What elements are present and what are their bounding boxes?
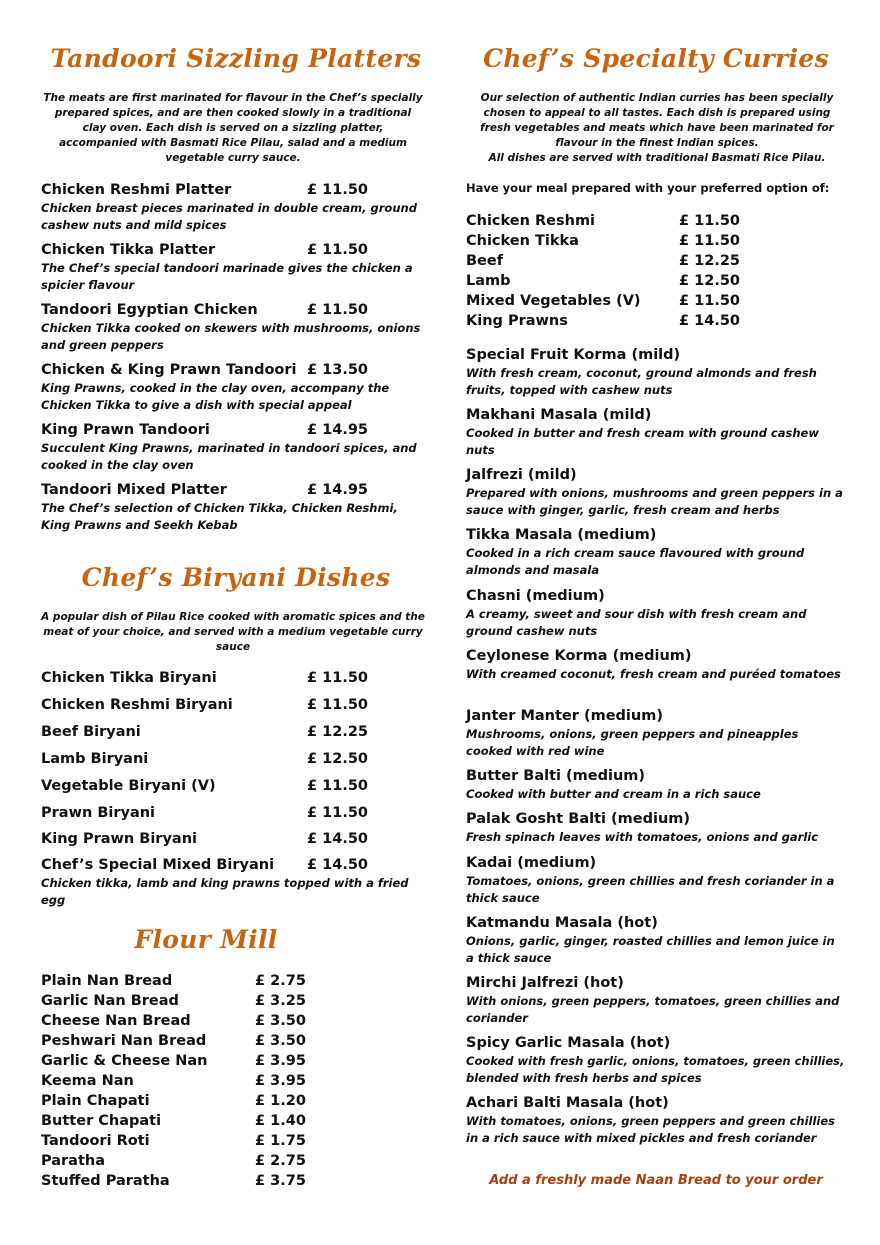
section-intro-curries-2: All dishes are served with traditional Basmati Rice Pilau. (488, 152, 826, 164)
item-name: Chicken & King Prawn Tandoori (41, 362, 297, 378)
item-price: £ 1.40 (255, 1113, 306, 1129)
item-price: £ 2.75 (255, 973, 306, 989)
menu-item (41, 1011, 431, 1031)
option-price: £ 14.50 (679, 313, 741, 329)
dish-name: Kadai (medium) (466, 855, 597, 871)
dish-description: Cooked in butter and fresh cream with ground cashew nuts (466, 426, 819, 457)
menu-item (41, 360, 431, 414)
item-name: Chicken Tikka Platter (41, 242, 216, 258)
item-name: Butter Chapati (41, 1113, 162, 1129)
menu-item (41, 829, 431, 849)
item-price: £ 3.25 (255, 993, 306, 1009)
option-name: King Prawns (466, 313, 568, 329)
dish-name: Chasni (medium) (466, 588, 605, 604)
menu-item (41, 240, 431, 294)
dish-name: Makhani Masala (mild) (466, 407, 652, 423)
item-description: The Chef’s selection of Chicken Tikka, Chicken Reshmi, King Prawns and Seekh Kebab (41, 501, 398, 532)
menu-item (41, 1111, 431, 1131)
menu-item (41, 668, 431, 688)
item-price: £ 12.50 (307, 751, 369, 767)
option-price: £ 11.50 (679, 213, 741, 229)
option-price: £ 12.50 (679, 273, 741, 289)
item-name: Garlic Nan Bread (41, 993, 179, 1009)
item-name: Tandoori Mixed Platter (41, 482, 227, 498)
item-name: Chicken Reshmi Platter (41, 182, 232, 198)
section-title-curries: Chef’s Specialty Curries (483, 44, 829, 73)
naan-bread-note: Add a freshly made Naan Bread to your order (489, 1173, 823, 1188)
option-row (466, 211, 846, 231)
option-price: £ 11.50 (679, 293, 741, 309)
menu-item (41, 722, 431, 742)
item-name: King Prawn Biryani (41, 831, 197, 847)
curry-dish (466, 405, 846, 459)
item-price: £ 11.50 (307, 302, 369, 318)
menu-item (41, 1151, 431, 1171)
item-name: Beef Biryani (41, 724, 141, 740)
menu-item (41, 180, 431, 234)
dish-description: Onions, garlic, ginger, roasted chillies and lemon juice in a thick sauce (466, 934, 835, 965)
dish-name: Jalfrezi (mild) (466, 467, 577, 483)
dish-name: Mirchi Jalfrezi (hot) (466, 975, 624, 991)
option-row (466, 231, 846, 251)
menu-item (41, 776, 431, 796)
menu-item (41, 695, 431, 715)
curry-dish (466, 766, 846, 803)
flour-mill-list (41, 971, 431, 1191)
item-name: Vegetable Biryani (V) (41, 778, 216, 794)
item-price: £ 3.95 (255, 1073, 306, 1089)
option-name: Lamb (466, 273, 511, 289)
item-price: £ 1.20 (255, 1093, 306, 1109)
item-price: £ 2.75 (255, 1153, 306, 1169)
curry-dish (466, 465, 846, 519)
menu-item (41, 1091, 431, 1111)
dish-description: Cooked with fresh garlic, onions, tomatoes, green chillies, blended with fresh herbs and spices (466, 1054, 845, 1085)
dish-name: Janter Manter (medium) (466, 708, 663, 724)
option-row (466, 251, 846, 271)
item-name: Lamb Biryani (41, 751, 149, 767)
item-price: £ 11.50 (307, 182, 369, 198)
curry-dish (466, 853, 846, 907)
curry-dish (466, 1093, 846, 1147)
item-price: £ 1.75 (255, 1133, 306, 1149)
item-price: £ 3.75 (255, 1173, 306, 1189)
item-price: £ 14.50 (307, 857, 369, 873)
item-price: £ 11.50 (307, 697, 369, 713)
dish-description: Prepared with onions, mushrooms and green peppers in a sauce with ginger, garlic, fresh cream and herbs (466, 486, 843, 517)
menu-item (41, 1051, 431, 1071)
option-name: Chicken Reshmi (466, 213, 596, 229)
item-name: Peshwari Nan Bread (41, 1033, 207, 1049)
curry-dish (466, 913, 846, 967)
dish-name: Palak Gosht Balti (medium) (466, 811, 690, 827)
item-name: Chicken Reshmi Biryani (41, 697, 233, 713)
item-name: Tandoori Egyptian Chicken (41, 302, 258, 318)
menu-item (41, 803, 431, 823)
menu-item (41, 300, 431, 354)
item-description: The Chef’s special tandoori marinade gives the chicken a spicier flavour (41, 261, 413, 292)
curry-dish (466, 525, 846, 579)
menu-item (41, 855, 431, 909)
item-name: Stuffed Paratha (41, 1173, 170, 1189)
item-price: £ 14.95 (307, 422, 369, 438)
item-description: Chicken breast pieces marinated in double cream, ground cashew nuts and mild spices (41, 201, 417, 232)
item-price: £ 11.50 (307, 242, 369, 258)
dish-description: Mushrooms, onions, green peppers and pineapples cooked with red wine (466, 727, 799, 758)
menu-item (41, 1131, 431, 1151)
section-title-tandoori: Tandoori Sizzling Platters (50, 44, 422, 73)
dish-description: With tomatoes, onions, green peppers and green chillies in a rich sauce with mixed pickles and fresh coriander (466, 1114, 836, 1145)
menu-item (41, 971, 431, 991)
menu-item (41, 1171, 431, 1191)
item-description: Chicken Tikka cooked on skewers with mushrooms, onions and green peppers (41, 321, 421, 352)
dish-name: Ceylonese Korma (medium) (466, 648, 692, 664)
dish-description: Fresh spinach leaves with tomatoes, onions and garlic (466, 830, 819, 844)
option-price: £ 11.50 (679, 233, 741, 249)
dish-description: Tomatoes, onions, green chillies and fresh coriander in a thick sauce (466, 874, 835, 905)
option-price: £ 12.25 (679, 253, 741, 269)
dish-description: Cooked with butter and cream in a rich sauce (466, 787, 761, 801)
item-price: £ 3.50 (255, 1033, 306, 1049)
item-price: £ 11.50 (307, 778, 369, 794)
item-name: Keema Nan (41, 1073, 134, 1089)
dish-name: Achari Balti Masala (hot) (466, 1095, 669, 1111)
curry-dish (466, 1033, 846, 1087)
item-name: Chicken Tikka Biryani (41, 670, 217, 686)
item-price: £ 11.50 (307, 670, 369, 686)
item-name: Cheese Nan Bread (41, 1013, 191, 1029)
dish-name: Spicy Garlic Masala (hot) (466, 1035, 671, 1051)
menu-item (41, 480, 431, 534)
section-intro-biryani: A popular dish of Pilau Rice cooked with aromatic spices and the meat of your choice, and served with a medium vegetable curry sauce (41, 611, 425, 653)
option-name: Chicken Tikka (466, 233, 579, 249)
option-name: Mixed Vegetables (V) (466, 293, 641, 309)
curry-dish (466, 706, 846, 760)
item-price: £ 14.95 (307, 482, 369, 498)
dish-description: With onions, green peppers, tomatoes, green chillies and coriander (466, 994, 840, 1025)
menu-item (41, 1071, 431, 1091)
item-price: £ 12.25 (307, 724, 369, 740)
dish-description: With creamed coconut, fresh cream and puréed tomatoes (466, 667, 841, 681)
item-name: Plain Chapati (41, 1093, 150, 1109)
curry-dish (466, 809, 846, 846)
curry-dish (466, 646, 846, 683)
item-description: Succulent King Prawns, marinated in tandoori spices, and cooked in the clay oven (41, 441, 417, 472)
menu-item (41, 420, 431, 474)
item-name: Tandoori Roti (41, 1133, 150, 1149)
item-name: Paratha (41, 1153, 105, 1169)
curry-dish (466, 586, 846, 640)
menu-item (41, 749, 431, 769)
item-description: King Prawns, cooked in the clay oven, accompany the Chicken Tikka to give a dish with special appeal (41, 381, 390, 412)
item-price: £ 3.50 (255, 1013, 306, 1029)
menu-item (41, 1031, 431, 1051)
item-name: Garlic & Cheese Nan (41, 1053, 208, 1069)
section-title-biryani: Chef’s Biryani Dishes (81, 563, 391, 592)
section-intro-curries: Our selection of authentic Indian curries has been specially chosen to appeal to all tastes. Each dish is prepared using fresh vegetables and meats which have been marinated for flavour in the finest Indian spices. (480, 92, 834, 149)
item-price: £ 11.50 (307, 805, 369, 821)
item-price: £ 3.95 (255, 1053, 306, 1069)
section-title-flour-mill: Flour Mill (134, 925, 278, 954)
dish-name: Butter Balti (medium) (466, 768, 646, 784)
dish-description: With fresh cream, coconut, ground almonds and fresh fruits, topped with cashew nuts (466, 366, 817, 397)
dish-name: Tikka Masala (medium) (466, 527, 657, 543)
item-price: £ 14.50 (307, 831, 369, 847)
curry-dish (466, 973, 846, 1027)
item-description: Chicken tikka, lamb and king prawns topped with a fried egg (41, 876, 409, 907)
dish-name: Katmandu Masala (hot) (466, 915, 658, 931)
option-name: Beef (466, 253, 504, 269)
item-price: £ 13.50 (307, 362, 369, 378)
section-intro-tandoori: The meats are first marinated for flavour in the Chef’s specially prepared spices, and are then cooked slowly in a traditional clay oven. Each dish is served on a sizzling platter, accompanied with Basmati Rice Pilau, salad and a medium vegetable curry sauce. (43, 92, 423, 164)
menu-item (41, 991, 431, 1011)
dish-name: Special Fruit Korma (mild) (466, 347, 681, 363)
dish-description: Cooked in a rich cream sauce flavoured with ground almonds and masala (466, 546, 805, 577)
item-name: Prawn Biryani (41, 805, 156, 821)
dish-description: A creamy, sweet and sour dish with fresh cream and ground cashew nuts (466, 607, 807, 638)
item-name: Chef’s Special Mixed Biryani (41, 857, 275, 873)
preference-label: Have your meal prepared with your preferred option of: (466, 181, 830, 195)
option-row (466, 271, 846, 291)
option-row (466, 291, 846, 311)
option-row (466, 311, 846, 331)
curry-dish (466, 345, 846, 399)
item-name: Plain Nan Bread (41, 973, 173, 989)
curry-options-list (466, 211, 846, 331)
item-name: King Prawn Tandoori (41, 422, 210, 438)
